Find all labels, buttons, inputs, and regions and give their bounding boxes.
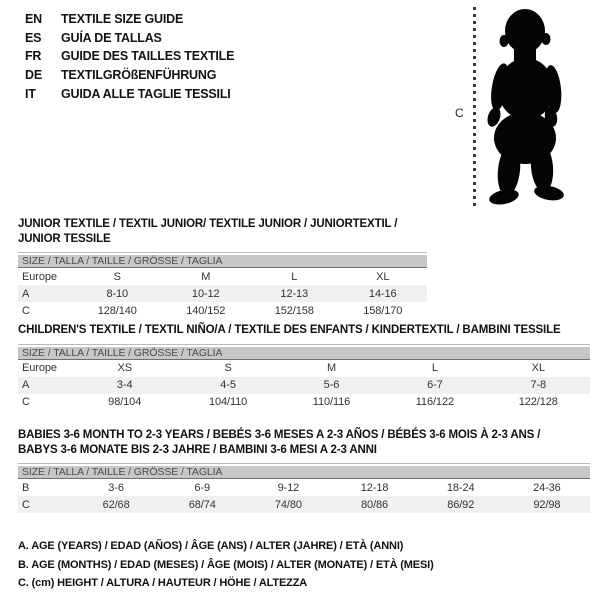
section-title [18, 217, 427, 246]
table-cell: 140/152 [186, 304, 226, 317]
size-table [18, 268, 427, 319]
table-row [18, 394, 590, 411]
guide-title: TEXTILE SIZE GUIDE [61, 12, 184, 27]
guide-title: GUIDA ALLE TAGLIE TESSILI [61, 86, 231, 101]
table-cell: 12-18 [360, 481, 389, 494]
table-cell: 74/80 [274, 498, 302, 511]
table-cell: L [291, 270, 298, 283]
table-cell: 110/116 [312, 396, 351, 408]
table-cell: 152/158 [274, 304, 314, 317]
table-cell: 4-5 [220, 379, 236, 391]
baby-silhouette-icon [486, 5, 578, 207]
table-cell: 6-9 [194, 481, 211, 494]
section-title-line: CHILDREN'S TEXTILE / TEXTIL NIÑO/A / TEXTILE DES ENFANTS / KINDERTEXTIL / BAMBINI TESSILE [18, 324, 561, 336]
section-title [18, 323, 590, 338]
table-cell: XS [117, 362, 132, 374]
table-cell: 3-6 [108, 481, 124, 494]
table-cell: 7-8 [530, 379, 547, 391]
section-title-line: BABYS 3-6 MONATE BIS 2-3 JAHRE / BAMBINI 3-6 MESI A 2-3 ANNI [18, 443, 377, 456]
language-row [25, 84, 234, 103]
row-label-cell: A [22, 287, 30, 300]
size-header-bar: SIZE / TALLA / TAILLE / GRÖSSE / TAGLIA [18, 466, 590, 479]
language-code: FR [25, 49, 42, 64]
height-measure-label: C [455, 106, 464, 120]
language-code: EN [25, 12, 42, 27]
childrens-textile-section [18, 323, 590, 411]
language-code: IT [25, 86, 36, 101]
table-row [18, 479, 590, 496]
table-cell: 3-4 [116, 379, 133, 391]
table-cell: 104/110 [208, 396, 248, 408]
table-cell: 122/128 [518, 396, 558, 408]
section-title-line: JUNIOR TEXTILE / TEXTIL JUNIOR/ TEXTILE JUNIOR / JUNIORTEXTIL / JUNIOR TESSILE [18, 218, 398, 245]
table-row [18, 360, 590, 377]
row-label-cell: Europe [22, 362, 57, 374]
table-cell: M [201, 270, 211, 283]
size-table-wrap [18, 252, 427, 319]
footnote-a: A. AGE (YEARS) / EDAD (AÑOS) / ÂGE (ANS) / ALTER (JAHRE) / ETÀ (ANNI) [18, 540, 404, 552]
table-cell: 158/170 [363, 304, 403, 317]
row-label-cell: C [22, 304, 30, 317]
language-row [25, 66, 234, 85]
babies-textile-section [18, 428, 590, 513]
size-table [18, 360, 590, 411]
table-cell: 62/68 [102, 498, 130, 511]
size-header-bar: SIZE / TALLA / TAILLE / GRÖSSE / TAGLIA [18, 347, 590, 360]
table-cell: 10-12 [191, 287, 220, 300]
table-row [18, 377, 590, 394]
row-label-cell: B [22, 481, 30, 494]
table-cell: XL [531, 362, 545, 374]
language-code: DE [25, 68, 42, 83]
table-cell: 86/92 [447, 498, 475, 511]
size-table-wrap [18, 344, 590, 411]
table-cell: 9-12 [277, 481, 300, 494]
row-label-cell: Europe [22, 270, 57, 283]
table-row [18, 496, 590, 513]
language-code: ES [25, 30, 42, 45]
table-cell: S [113, 270, 121, 283]
guide-title: GUÍA DE TALLAS [61, 30, 162, 45]
table-cell: 128/140 [97, 304, 137, 317]
row-label-cell: C [22, 498, 30, 511]
table-cell: 8-10 [106, 287, 129, 300]
size-table [18, 479, 590, 513]
table-cell: S [224, 362, 232, 374]
row-label-cell: C [22, 396, 30, 408]
size-table-wrap [18, 463, 590, 513]
table-cell: 5-6 [323, 379, 340, 391]
table-cell: 68/74 [188, 498, 216, 511]
table-cell: M [326, 362, 337, 374]
language-row [25, 10, 234, 29]
height-measure-dotted-line [473, 7, 476, 206]
table-row [18, 268, 427, 285]
table-cell: XL [376, 270, 390, 283]
table-row [18, 302, 427, 319]
table-cell: 18-24 [446, 481, 475, 494]
table-cell: 6-7 [427, 379, 443, 391]
size-header-bar: SIZE / TALLA / TAILLE / GRÖSSE / TAGLIA [18, 255, 427, 268]
table-cell: 116/122 [415, 396, 454, 408]
footnote-b: B. AGE (MONTHS) / EDAD (MESES) / ÂGE (MOIS) / ALTER (MONATE) / ETÀ (MESI) [18, 558, 434, 571]
language-row [25, 29, 234, 48]
guide-title: TEXTILGRÖßENFÜHRUNG [61, 68, 217, 83]
table-cell: 24-36 [533, 481, 561, 494]
language-title-block [25, 10, 234, 103]
table-cell: 98/104 [108, 396, 142, 408]
section-title-line: BABIES 3-6 MONTH TO 2-3 YEARS / BEBÉS 3-6 MESES A 2-3 AÑOS / BÉBÉS 3-6 MOIS À 2-3 ANS / [18, 429, 541, 441]
table-cell: 92/98 [533, 498, 561, 511]
table-cell: L [431, 362, 438, 374]
language-row [25, 47, 234, 66]
footnote-c: C. (cm) HEIGHT / ALTURA / HAUTEUR / HÖHE / ALTEZZA [18, 577, 308, 589]
section-title [18, 428, 590, 457]
footnotes-block [18, 537, 434, 593]
table-row [18, 285, 427, 302]
row-label-cell: A [22, 379, 30, 391]
junior-textile-section [18, 217, 427, 319]
table-cell: 12-13 [280, 287, 309, 300]
table-cell: 80/86 [361, 498, 389, 511]
table-cell: 14-16 [368, 287, 397, 300]
guide-title: GUIDE DES TAILLES TEXTILE [61, 49, 235, 64]
